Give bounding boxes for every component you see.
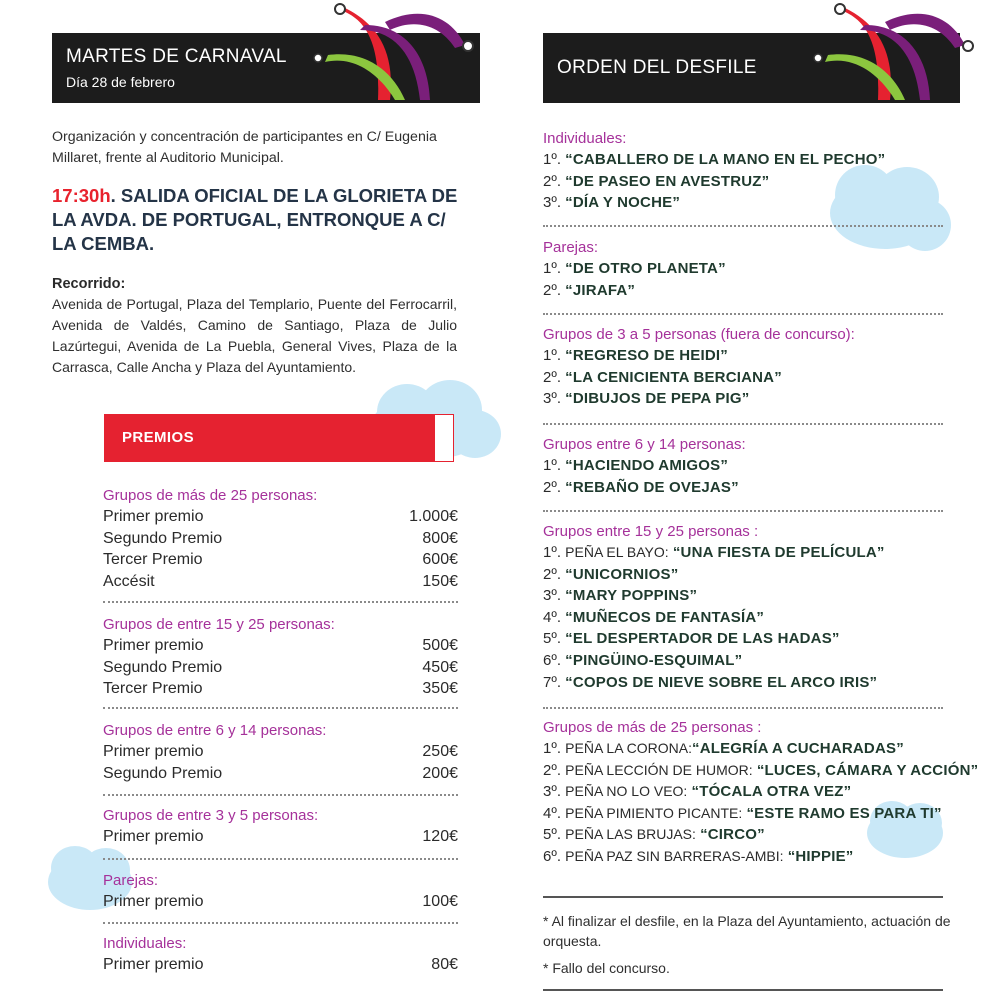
- category-title: Grupos de más de 25 personas :: [543, 719, 762, 736]
- route-text: Avenida de Portugal, Plaza del Templario, Puente del Ferrocarril, Avenida de Valdés, Camino de Santiago, Plaza de Julio Lazúrtegui, Avenida de La Puebla, General Vives, Plaza de la Carrasca, Calle Ancha y Plaza del Ayuntamiento.: [52, 296, 457, 375]
- prize-group-title: Grupos de entre 15 y 25 personas:: [103, 616, 335, 633]
- list-item: [543, 258, 943, 280]
- item-rank: 2º.: [543, 761, 561, 779]
- prize-row: [103, 826, 458, 848]
- prize-row: [103, 635, 458, 657]
- item-group: PEÑA PAZ SIN BARRERAS-AMBI:: [565, 847, 784, 864]
- prize-amount: 800€: [422, 529, 458, 547]
- prize-group: [103, 485, 458, 592]
- list-item: [543, 803, 943, 825]
- item-name: “LUCES, CÁMARA Y ACCIÓN”: [756, 761, 979, 779]
- divider: [103, 794, 458, 796]
- prize-label: Segundo Premio: [103, 658, 223, 676]
- list-item: [543, 738, 943, 760]
- parade-category: [543, 521, 943, 693]
- item-rank: 2º.: [543, 172, 561, 190]
- item-group: PEÑA PIMIENTO PICANTE:: [565, 804, 743, 821]
- prize-amount: 80€: [431, 956, 458, 973]
- list-item: [543, 477, 943, 499]
- prize-row: [103, 763, 458, 785]
- list-item: [543, 192, 943, 214]
- item-rank: 3º.: [543, 390, 561, 408]
- prize-group: [103, 805, 458, 848]
- prize-group: [103, 870, 458, 913]
- item-rank: 3º.: [543, 194, 561, 212]
- parade-category: [543, 128, 943, 214]
- item-rank: 1º.: [543, 347, 561, 364]
- item-name: “UNICORNIOS”: [565, 565, 679, 583]
- category-title: Grupos de 3 a 5 personas (fuera de concurso):: [543, 326, 855, 343]
- list-item: [543, 846, 943, 868]
- prize-label: Primer premio: [103, 743, 204, 760]
- list-item: [543, 650, 943, 672]
- divider: [103, 858, 458, 860]
- prize-row: [103, 506, 458, 528]
- item-name: “HACIENDO AMIGOS”: [565, 457, 729, 474]
- list-item: [543, 367, 943, 389]
- prize-group-title: Grupos de entre 6 y 14 personas:: [103, 722, 327, 739]
- divider: [543, 896, 943, 898]
- prize-amount: 200€: [422, 764, 458, 782]
- item-rank: 2º.: [543, 281, 561, 299]
- prize-row: [103, 741, 458, 763]
- list-item: [543, 542, 943, 564]
- item-name: “COPOS DE NIEVE SOBRE EL ARCO IRIS”: [565, 673, 878, 691]
- prize-label: Primer premio: [103, 828, 204, 845]
- prize-group-title: Grupos de más de 25 personas:: [103, 487, 318, 504]
- divider: [543, 510, 943, 512]
- item-group: PEÑA LA CORONA:: [565, 740, 692, 756]
- item-group: PEÑA LECCIÓN DE HUMOR:: [565, 761, 753, 778]
- item-name: “ESTE RAMO ES PARA TI”: [746, 804, 942, 822]
- category-title: Grupos entre 15 y 25 personas :: [543, 523, 759, 540]
- item-rank: 3º.: [543, 783, 561, 801]
- prize-group-title: Individuales:: [103, 935, 187, 952]
- prize-amount: 250€: [422, 743, 458, 760]
- item-rank: 2º.: [543, 565, 561, 583]
- list-item: [543, 760, 979, 782]
- prize-amount: 450€: [422, 658, 458, 676]
- item-rank: 1º.: [543, 260, 561, 277]
- list-item: [543, 345, 943, 367]
- prize-row: [103, 528, 458, 550]
- item-name: “TÓCALA OTRA VEZ”: [691, 783, 852, 801]
- footnote: * Fallo del concurso.: [543, 960, 670, 976]
- item-rank: 1º.: [543, 457, 561, 474]
- divider: [103, 922, 458, 924]
- prize-row: [103, 954, 458, 976]
- divider: [543, 423, 943, 425]
- prize-group-title: Parejas:: [103, 872, 159, 889]
- parade-category: [543, 237, 943, 301]
- item-rank: 1º.: [543, 740, 561, 757]
- divider: [543, 225, 943, 227]
- divider: [543, 707, 943, 709]
- item-rank: 4º.: [543, 804, 561, 822]
- list-item: [543, 388, 943, 410]
- route-label: Recorrido:: [52, 276, 126, 292]
- departure-description: . SALIDA OFICIAL DE LA GLORIETA DE LA AVDA. DE PORTUGAL, ENTRONQUE A C/ LA CEMBA.: [52, 185, 458, 254]
- item-name: “UNA FIESTA DE PELÍCULA”: [672, 544, 885, 561]
- item-name: “DÍA Y NOCHE”: [565, 194, 681, 212]
- item-name: “DE OTRO PLANETA”: [565, 260, 726, 277]
- item-name: “HIPPIE”: [787, 847, 854, 865]
- prize-amount: 600€: [422, 551, 458, 568]
- prize-group: [103, 614, 458, 700]
- prize-group: [103, 720, 458, 784]
- prize-amount: 150€: [422, 572, 458, 590]
- item-rank: 2º.: [543, 478, 561, 496]
- item-name: “ALEGRÍA A CUCHARADAS”: [692, 740, 904, 757]
- prize-amount: 100€: [422, 893, 458, 910]
- prize-label: Primer premio: [103, 508, 204, 525]
- prize-row: [103, 549, 458, 571]
- item-group: PEÑA LAS BRUJAS:: [565, 826, 696, 843]
- prize-amount: 500€: [422, 637, 458, 654]
- prize-label: Tercer Premio: [103, 551, 203, 568]
- list-item: [543, 149, 943, 171]
- parade-category: [543, 717, 979, 868]
- item-name: “CABALLERO DE LA MANO EN EL PECHO”: [565, 151, 886, 168]
- list-item: [543, 607, 943, 629]
- prize-amount: 1.000€: [409, 508, 458, 525]
- item-name: “MUÑECOS DE FANTASÍA”: [565, 608, 765, 626]
- divider: [543, 989, 943, 991]
- intro-text: Organización y concentración de participantes en C/ Eugenia Millaret, frente al Auditorio Municipal.: [52, 129, 437, 166]
- parade-category: [543, 324, 943, 410]
- item-rank: 5º.: [543, 630, 561, 648]
- item-group: PEÑA EL BAYO:: [565, 544, 669, 560]
- item-rank: 6º.: [543, 651, 561, 669]
- item-rank: 7º.: [543, 673, 561, 691]
- jester-hat-icon: [300, 0, 485, 105]
- list-item: [543, 455, 943, 477]
- prize-row: [103, 571, 458, 593]
- item-name: “REBAÑO DE OVEJAS”: [565, 478, 739, 496]
- jester-hat-icon: [800, 0, 985, 105]
- item-name: “CIRCO”: [700, 826, 765, 844]
- prize-label: Primer premio: [103, 893, 204, 910]
- prize-amount: 350€: [422, 680, 458, 697]
- item-name: “DIBUJOS DE PEPA PIG”: [565, 390, 750, 408]
- category-title: Parejas:: [543, 239, 599, 256]
- footnote: * Al finalizar el desfile, en la Plaza del Ayuntamiento, actuación de orquesta.: [543, 913, 951, 949]
- list-item: [543, 824, 943, 846]
- divider: [103, 601, 458, 603]
- item-name: “MARY POPPINS”: [565, 587, 698, 605]
- prize-label: Primer premio: [103, 637, 204, 654]
- prize-label: Tercer Premio: [103, 680, 203, 697]
- prize-group: [103, 933, 458, 976]
- list-item: [543, 628, 943, 650]
- prize-label: Segundo Premio: [103, 764, 223, 782]
- prizes-banner-tail: [434, 414, 454, 462]
- prize-label: Segundo Premio: [103, 529, 223, 547]
- item-name: “LA CENICIENTA BERCIANA”: [565, 368, 782, 386]
- item-rank: 1º.: [543, 151, 561, 168]
- departure-text: [52, 184, 472, 256]
- page-date: Día 28 de febrero: [66, 74, 175, 90]
- category-title: Individuales:: [543, 130, 627, 147]
- prize-row: [103, 657, 458, 679]
- item-group: PEÑA NO LO VEO:: [565, 783, 688, 800]
- prize-row: [103, 678, 458, 700]
- item-rank: 6º.: [543, 847, 561, 865]
- item-rank: 3º.: [543, 587, 561, 605]
- category-title: Grupos entre 6 y 14 personas:: [543, 436, 746, 453]
- departure-time: 17:30h: [52, 185, 111, 206]
- page-title: MARTES DE CARNAVAL: [66, 46, 287, 67]
- item-rank: 4º.: [543, 608, 561, 626]
- section-title: ORDEN DEL DESFILE: [557, 57, 757, 78]
- item-rank: 2º.: [543, 368, 561, 386]
- item-rank: 1º.: [543, 544, 561, 561]
- prize-amount: 120€: [422, 828, 458, 845]
- item-name: “DE PASEO EN AVESTRUZ”: [565, 172, 770, 190]
- parade-category: [543, 434, 943, 498]
- divider: [543, 313, 943, 315]
- item-name: “JIRAFA”: [565, 281, 636, 299]
- item-name: “REGRESO DE HEIDI”: [565, 347, 728, 364]
- prizes-title: PREMIOS: [122, 429, 194, 446]
- prize-label: Accésit: [103, 572, 155, 590]
- prize-row: [103, 891, 458, 913]
- prize-label: Primer premio: [103, 956, 204, 973]
- divider: [103, 707, 458, 709]
- list-item: [543, 672, 943, 694]
- item-name: “EL DESPERTADOR DE LAS HADAS”: [565, 630, 840, 648]
- list-item: [543, 280, 943, 302]
- prize-group-title: Grupos de entre 3 y 5 personas:: [103, 807, 319, 824]
- list-item: [543, 585, 943, 607]
- item-name: “PINGÜINO-ESQUIMAL”: [565, 651, 743, 669]
- list-item: [543, 171, 943, 193]
- list-item: [543, 564, 943, 586]
- list-item: [543, 781, 943, 803]
- item-rank: 5º.: [543, 826, 561, 844]
